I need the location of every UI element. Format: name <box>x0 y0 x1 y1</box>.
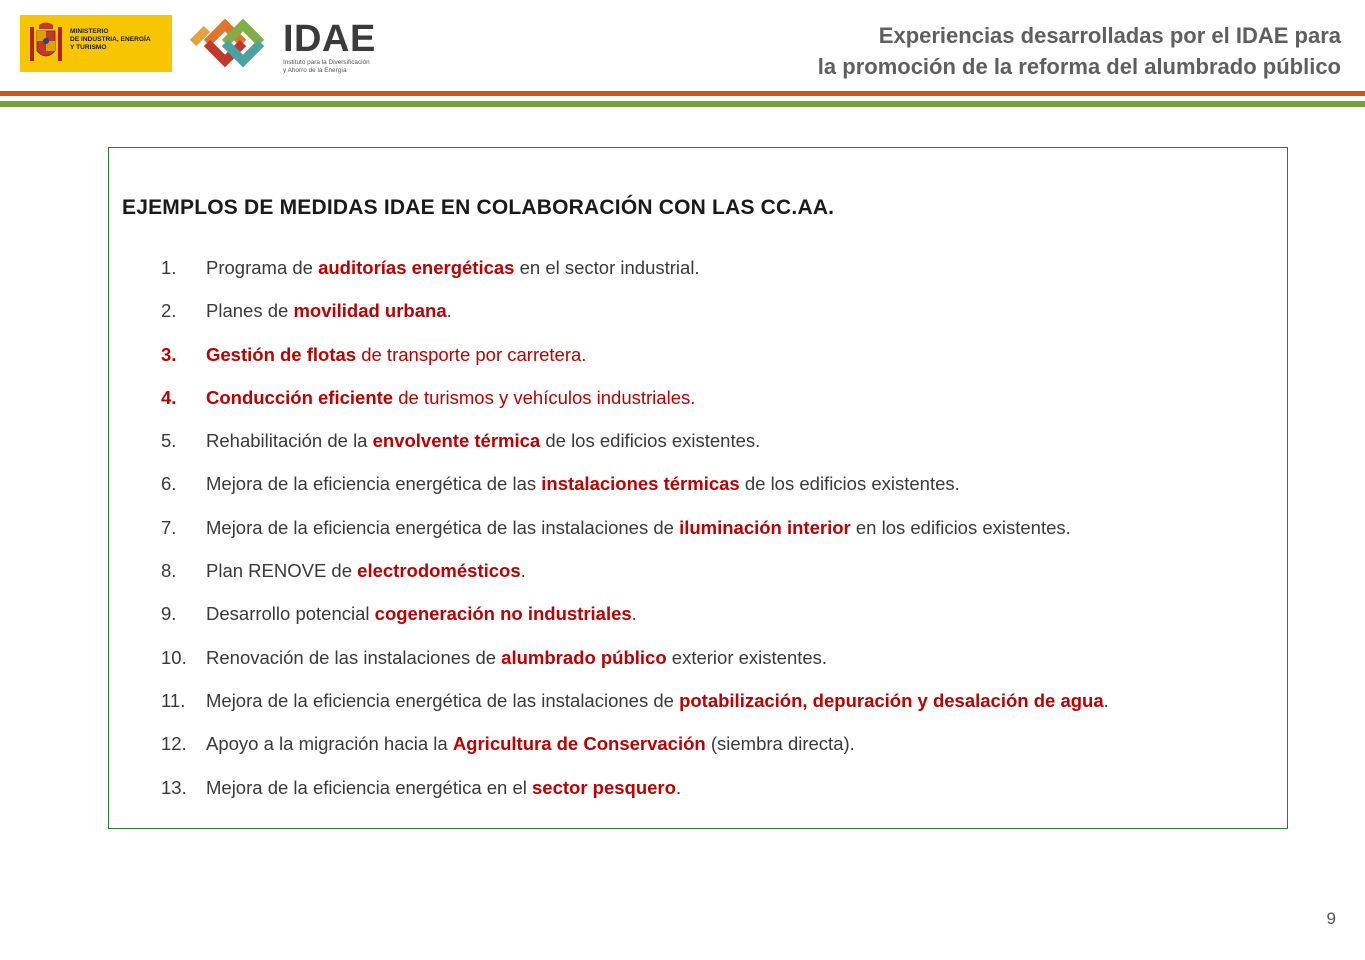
measure-pre-text: Rehabilitación de la <box>206 430 373 452</box>
measure-number: 9. <box>161 603 177 625</box>
measure-text <box>206 600 637 627</box>
measure-post-text: en los edificios existentes. <box>850 516 1071 538</box>
measure-highlight: Gestión de flotas <box>206 343 357 365</box>
measure-number: 2. <box>161 300 177 322</box>
measure-pre-text: Programa de <box>206 257 319 278</box>
idae-tagline-line-2: y Ahorro de la Energía <box>283 66 347 74</box>
measure-post-text: de turismos y vehículos industriales. <box>393 386 696 408</box>
measure-number: 8. <box>161 560 177 582</box>
measure-number: 3. <box>161 343 177 365</box>
coat-of-arms-icon <box>28 21 64 67</box>
idae-mark-icon <box>185 13 275 73</box>
measure-post-text: . <box>520 560 526 582</box>
measure-post-text: . <box>631 603 637 625</box>
measure-text <box>206 644 827 671</box>
idae-logo <box>185 13 385 77</box>
measure-pre-text: Mejora de la eficiencia energética de las instalaciones de <box>206 516 680 538</box>
measure-highlight: envolvente térmica <box>372 430 541 452</box>
measure-number: 6. <box>161 473 177 495</box>
measures-box <box>108 147 1288 829</box>
measure-highlight: instalaciones térmicas <box>541 473 740 495</box>
measure-post-text: exterior existentes. <box>666 646 828 668</box>
measure-highlight: movilidad urbana <box>293 300 447 322</box>
measure-text <box>206 341 586 368</box>
measure-pre-text: Mejora de la eficiencia energética de las instalaciones de <box>206 689 680 711</box>
measure-text <box>206 470 960 497</box>
measure-pre-text: Desarrollo potencial <box>206 603 375 625</box>
header-divider <box>0 91 1365 107</box>
header-title-line-2: la promoción de la reforma del alumbrado público <box>817 54 1341 79</box>
measure-highlight: auditorías energéticas <box>318 257 515 278</box>
measure-number: 1. <box>161 257 177 278</box>
measure-text <box>206 514 1071 541</box>
measure-number: 5. <box>161 430 177 452</box>
measure-highlight: alumbrado público <box>501 646 667 668</box>
ministry-line-2: DE INDUSTRIA, ENERGÍA <box>70 36 151 43</box>
measure-post-text: en el sector industrial. <box>514 257 700 278</box>
green-stripe <box>0 101 1365 107</box>
idae-wordmark: IDAE <box>283 18 376 60</box>
measure-highlight: sector pesquero <box>532 776 676 798</box>
measure-highlight: Conducción eficiente <box>206 386 394 408</box>
measure-highlight: cogeneración no industriales <box>374 603 632 625</box>
idae-tagline-line-1: Instituto para la Diversificación <box>283 59 370 66</box>
measure-highlight: potabilización, depuración y desalación de agua <box>679 689 1104 711</box>
ministry-logo <box>20 15 172 72</box>
measure-pre-text: Mejora de la eficiencia energética de las <box>206 473 542 495</box>
box-heading: EJEMPLOS DE MEDIDAS IDAE EN COLABORACIÓN CON LAS CC.AA. <box>122 196 835 219</box>
measure-text <box>206 384 695 411</box>
measure-number: 10. <box>161 646 187 668</box>
measure-pre-text: Plan RENOVE de <box>206 560 358 582</box>
measure-highlight: Agricultura de Conservación <box>452 733 706 755</box>
ministry-line-3: Y TURISMO <box>70 44 107 51</box>
measure-post-text: . <box>446 300 452 322</box>
measure-number: 11. <box>161 689 186 711</box>
measure-post-text: . <box>1103 689 1109 711</box>
measure-highlight: iluminación interior <box>679 516 851 538</box>
page-number: 9 <box>1326 909 1336 928</box>
measure-pre-text: Renovación de las instalaciones de <box>206 646 502 668</box>
measure-number: 4. <box>161 386 177 408</box>
ministry-line-1: MINISTERIO <box>70 28 109 35</box>
measure-text <box>206 774 681 801</box>
measure-pre-text: Apoyo a la migración hacia la <box>206 733 453 755</box>
measure-number: 13. <box>161 776 187 798</box>
measure-post-text: de los edificios existentes. <box>540 430 761 452</box>
measure-post-text: . <box>675 776 682 798</box>
header-title-line-1: Experiencias desarrolladas por el IDAE para <box>878 23 1341 48</box>
measure-pre-text: Planes de <box>206 300 294 322</box>
measure-pre-text: Mejora de la eficiencia energética en el <box>206 776 532 798</box>
measure-text <box>206 687 1109 714</box>
measure-text <box>206 427 760 454</box>
measure-highlight: electrodomésticos <box>357 560 521 582</box>
measure-text <box>206 730 855 757</box>
measure-text <box>206 297 452 324</box>
measure-post-text: de transporte por carretera. <box>356 343 587 365</box>
measure-post-text: (siembra directa). <box>705 733 855 755</box>
header-title <box>818 20 1341 82</box>
measure-text <box>206 254 700 281</box>
measure-post-text: de los edificios existentes. <box>739 473 960 495</box>
measure-text <box>206 557 526 584</box>
measure-number: 12. <box>161 733 187 755</box>
measure-number: 7. <box>161 516 177 538</box>
